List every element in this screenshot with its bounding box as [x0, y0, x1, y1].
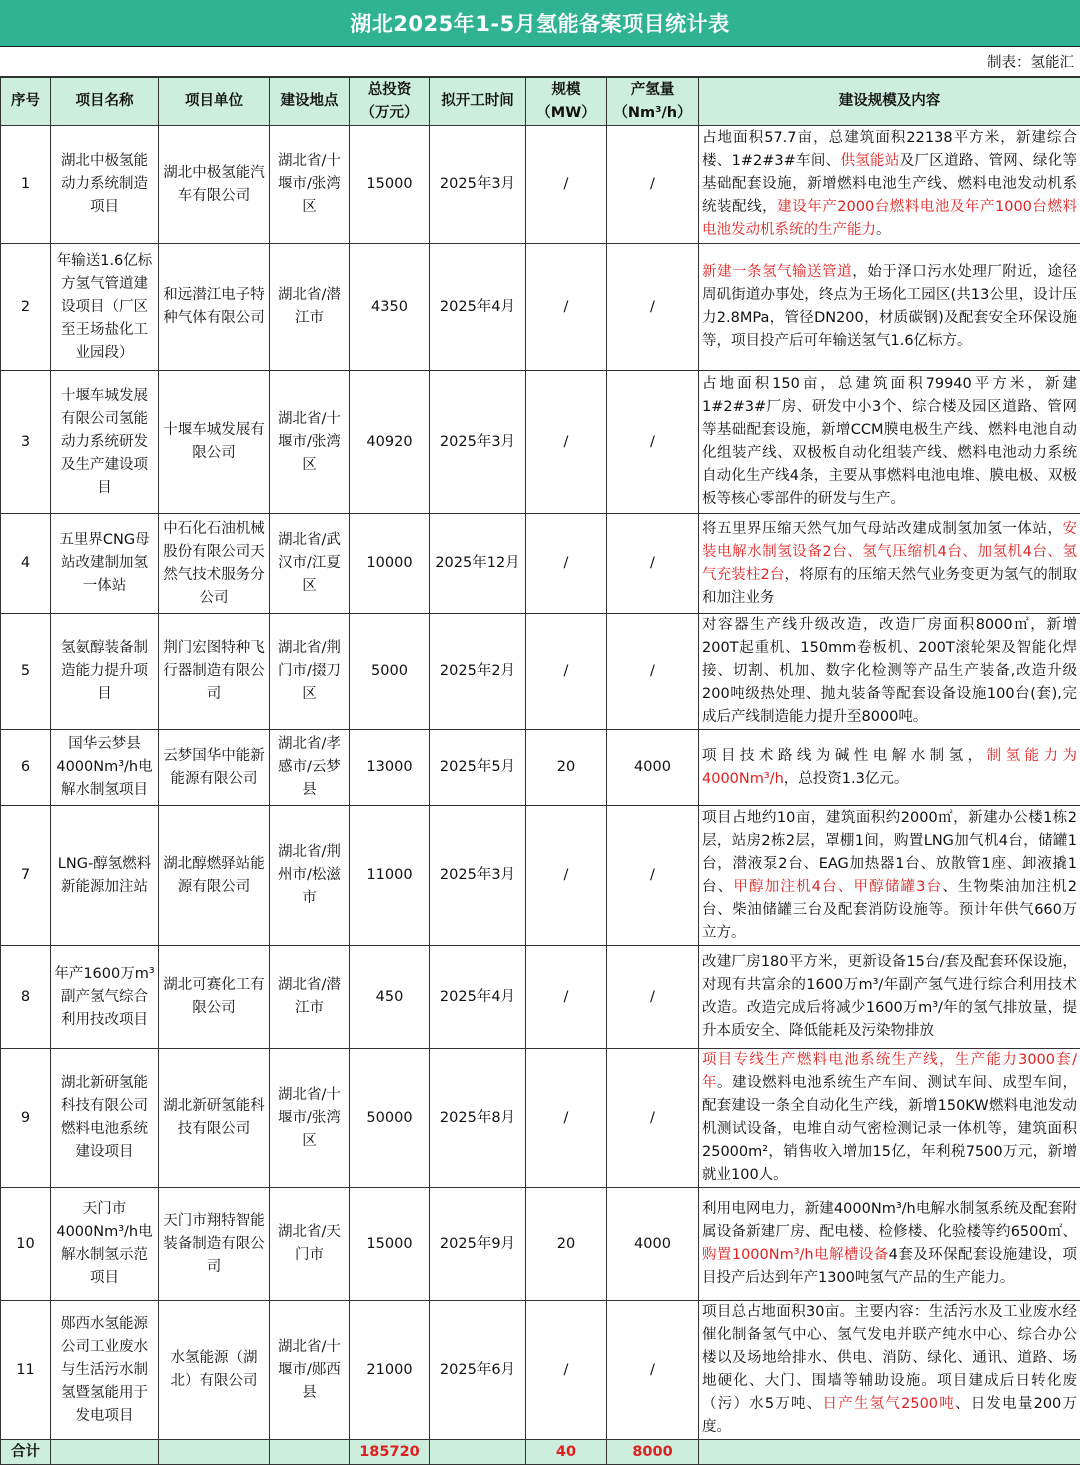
table-row	[1, 1301, 1080, 1440]
row-start-time: 2025年12月	[430, 514, 526, 614]
row-project-name: 天门市4000Nm³/h电解水制氢示范项目	[51, 1188, 159, 1301]
row-seq: 4	[1, 514, 51, 614]
row-start-time: 2025年2月	[430, 614, 526, 730]
row-seq: 7	[1, 806, 51, 946]
content-highlight: 供氢能站	[840, 153, 900, 169]
table-header-row	[1, 78, 1080, 126]
row-project-name: 年产1600万m³副产氢气综合利用技改项目	[51, 946, 159, 1049]
row-investment: 13000	[350, 730, 430, 806]
row-project-name: 氢氨醇装备制造能力提升项目	[51, 614, 159, 730]
table-row	[1, 730, 1080, 806]
content-highlight: 购置1000Nm³/h电解槽设备	[702, 1247, 889, 1263]
row-location: 湖北省/荆州市/松滋市	[270, 806, 350, 946]
table-body	[1, 126, 1080, 1440]
total-label: 合计	[1, 1440, 51, 1465]
row-hydrogen-output: /	[607, 1301, 699, 1440]
content-highlight: 日产生氢气2500吨	[822, 1396, 955, 1412]
total-hydrogen-output: 8000	[607, 1440, 699, 1465]
row-content	[699, 614, 1080, 730]
row-start-time: 2025年6月	[430, 1301, 526, 1440]
content-text: 、生物柴油加注机2台、柴油储罐三台及配套消防设施等。预计年供气660万立方。	[702, 878, 1077, 941]
row-location: 湖北省/潜江市	[270, 244, 350, 371]
row-project-name: 郧西水氢能源公司工业废水与生活污水制氢暨氢能用于发电项目	[51, 1301, 159, 1440]
col-content: 建设规模及内容	[699, 78, 1080, 126]
row-hydrogen-output: /	[607, 614, 699, 730]
content-text: 、日发电量200万度。	[702, 1396, 1077, 1435]
col-scale: 规模 （MW）	[526, 78, 607, 126]
row-start-time: 2025年3月	[430, 126, 526, 244]
col-start-time: 拟开工时间	[430, 78, 526, 126]
content-text: 。建设燃料电池系统生产车间、测试车间、成型车间，配套建设一条全自动化生产线，新增150KW燃料电池发动机测试设备，电堆自动气密检测记录一体机等，建筑面积25000m²，销售收入增加15亿，年利税7500万元，新增就业100人。	[702, 1075, 1078, 1183]
content-highlight: 安装电解水制氢设备2台、氢气压缩机4台、加氢机4台、氢气充装柱2台	[702, 520, 1077, 583]
table-row	[1, 1188, 1080, 1301]
row-scale: 20	[526, 1188, 607, 1301]
row-hydrogen-output: /	[607, 244, 699, 371]
content-highlight: 制氢能力为4000Nm³/h	[702, 747, 1078, 787]
table-row	[1, 806, 1080, 946]
row-location: 湖北省/武汉市/江夏区	[270, 514, 350, 614]
table-row	[1, 126, 1080, 244]
row-hydrogen-output: 4000	[607, 1188, 699, 1301]
table-row	[1, 614, 1080, 730]
row-content	[699, 514, 1080, 614]
row-content	[699, 730, 1080, 806]
content-text: 改建厂房180平方米，更新设备15台/套及配套环保设施，对现有共富余的1600万m³/年副产氢气进行综合利用技术改造。改造完成后将减少1600万m³/年的氢气排放量，提升本质安全、降低能耗及污染物排放	[702, 954, 1077, 1039]
total-investment: 185720	[350, 1440, 430, 1465]
content-text: 对容器生产线升级改造，改造厂房面积8000㎡，新增200T起重机、150mm卷板机、200T滚轮架及智能化焊接、切割、机加、数字化检测等产品生产装备,改造升级200吨级热处理、抛丸装备等配套设备设施100台(套),完成后产线制造能力提升至8000吨。	[702, 617, 1077, 725]
row-seq: 9	[1, 1049, 51, 1188]
content-text: 。	[876, 222, 891, 238]
row-content	[699, 126, 1080, 244]
col-name: 项目名称	[51, 78, 159, 126]
row-hydrogen-output: /	[607, 126, 699, 244]
row-hydrogen-output: /	[607, 371, 699, 514]
row-hydrogen-output: /	[607, 806, 699, 946]
row-location: 湖北省/十堰市/张湾区	[270, 371, 350, 514]
row-project-unit: 湖北醇燃驿站能源有限公司	[159, 806, 270, 946]
row-scale: /	[526, 1301, 607, 1440]
row-location: 湖北省/孝感市/云梦县	[270, 730, 350, 806]
row-scale: /	[526, 806, 607, 946]
table-row	[1, 514, 1080, 614]
row-scale: 20	[526, 730, 607, 806]
table-row	[1, 1049, 1080, 1188]
row-project-unit: 湖北可赛化工有限公司	[159, 946, 270, 1049]
row-scale: /	[526, 514, 607, 614]
content-text: 利用电网电力，新建4000Nm³/h电解水制氢系统及配套附属设备新建厂房、配电楼、检修楼、化验楼等约6500㎡、	[702, 1201, 1077, 1240]
row-investment: 450	[350, 946, 430, 1049]
col-location: 建设地点	[270, 78, 350, 126]
content-text: ，总投资1.3亿元。	[783, 770, 909, 787]
row-project-unit: 天门市翔特智能装备制造有限公司	[159, 1188, 270, 1301]
row-seq: 3	[1, 371, 51, 514]
row-project-unit: 湖北中极氢能汽车有限公司	[159, 126, 270, 244]
table-row	[1, 371, 1080, 514]
col-unit: 项目单位	[159, 78, 270, 126]
row-hydrogen-output: /	[607, 1049, 699, 1188]
row-scale: /	[526, 371, 607, 514]
content-text: 4套及环保配套设施建设，项目投产后达到年产1300吨氢气产品的生产能力。	[702, 1247, 1077, 1286]
row-seq: 8	[1, 946, 51, 1049]
row-hydrogen-output: 4000	[607, 730, 699, 806]
row-investment: 15000	[350, 126, 430, 244]
row-scale: /	[526, 1049, 607, 1188]
total-scale: 40	[526, 1440, 607, 1465]
row-investment: 40920	[350, 371, 430, 514]
row-location: 湖北省/十堰市/郧西县	[270, 1301, 350, 1440]
row-project-unit: 和远潜江电子特种气体有限公司	[159, 244, 270, 371]
table-row	[1, 244, 1080, 371]
row-start-time: 2025年4月	[430, 244, 526, 371]
row-project-unit: 湖北新研氢能科技有限公司	[159, 1049, 270, 1188]
row-location: 湖北省/潜江市	[270, 946, 350, 1049]
row-project-name: 年输送1.6亿标方氢气管道建设项目（厂区至王场盐化工业园段）	[51, 244, 159, 371]
row-start-time: 2025年4月	[430, 946, 526, 1049]
content-text: 占地面积150亩，总建筑面积79940平方米，新建1#2#3#厂房、研发中小3个、综合楼及园区道路、管网等基础配套设施，新增CCM膜电极生产线、燃料电池自动化组装产线、双极板自动化组装产线、燃料电池动力系统自动化生产线4条，主要从事燃料电池电堆、膜电极、双极板等核心零部件的研发与生产。	[702, 376, 1077, 507]
row-scale: /	[526, 126, 607, 244]
row-seq: 2	[1, 244, 51, 371]
row-project-unit: 中石化石油机械股份有限公司天然气技术服务分公司	[159, 514, 270, 614]
content-text: 项目占地约10亩，建筑面积约2000㎡，新建办公楼1栋2层，站房2栋2层，罩棚1间，购置LNG加气机4台，储罐1台，潜液泵2台、EAG加热器1台、放散管1座、卸液撬1台、	[702, 809, 1077, 895]
row-content	[699, 371, 1080, 514]
row-content	[699, 1188, 1080, 1301]
row-hydrogen-output: /	[607, 514, 699, 614]
content-text: ，始于泽口污水处理厂附近，途径周矶街道办事处，终点为王场化工园区(共13公里，设计压力2.8MPa，管径DN200，材质碳钢)及配套安全环保设施等，项目投产后可年输送氢气1.6亿标方。	[702, 264, 1078, 349]
row-project-name: LNG-醇氢燃料新能源加注站	[51, 806, 159, 946]
row-project-name: 国华云梦县4000Nm³/h电解水制氢项目	[51, 730, 159, 806]
row-start-time: 2025年9月	[430, 1188, 526, 1301]
row-start-time: 2025年3月	[430, 371, 526, 514]
row-start-time: 2025年8月	[430, 1049, 526, 1188]
row-seq: 10	[1, 1188, 51, 1301]
row-project-unit: 水氢能源（湖北）有限公司	[159, 1301, 270, 1440]
row-seq: 1	[1, 126, 51, 244]
row-content	[699, 244, 1080, 371]
content-highlight: 新建一条氢气输送管道	[702, 264, 853, 280]
col-investment: 总投资 （万元）	[350, 78, 430, 126]
row-project-unit: 荆门宏图特种飞行器制造有限公司	[159, 614, 270, 730]
row-scale: /	[526, 244, 607, 371]
row-project-name: 湖北新研氢能科技有限公司燃料电池系统建设项目	[51, 1049, 159, 1188]
row-content	[699, 1301, 1080, 1440]
row-project-unit: 云梦国华中能新能源有限公司	[159, 730, 270, 806]
page-title: 湖北2025年1-5月氢能备案项目统计表	[0, 0, 1080, 47]
row-seq: 11	[1, 1301, 51, 1440]
row-start-time: 2025年5月	[430, 730, 526, 806]
content-text: 占地面积57.7亩，总建筑面积22138平方米，新建综合楼、1#2#3#车间、	[702, 130, 1077, 169]
col-seq: 序号	[1, 78, 51, 126]
row-seq: 5	[1, 614, 51, 730]
row-investment: 15000	[350, 1188, 430, 1301]
row-seq: 6	[1, 730, 51, 806]
row-project-name: 五里界CNG母站改建制加氢一体站	[51, 514, 159, 614]
row-investment: 5000	[350, 614, 430, 730]
content-text: 及厂区道路、管网、绿化等基础配套设施，新增燃料电池生产线、燃料电池发动机系统装配线，	[702, 153, 1078, 215]
row-content	[699, 946, 1080, 1049]
row-location: 湖北省/十堰市/张湾区	[270, 126, 350, 244]
content-highlight: 项目专线生产燃料电池系统生产线，生产能力3000套/年	[702, 1052, 1077, 1091]
row-investment: 21000	[350, 1301, 430, 1440]
content-highlight: 甲醇加注机4台、甲醇储罐3台	[733, 878, 943, 895]
row-location: 湖北省/十堰市/张湾区	[270, 1049, 350, 1188]
row-project-name: 十堰车城发展有限公司氢能动力系统研发及生产建设项目	[51, 371, 159, 514]
content-text: 将五里界压缩天然气加气母站改建成制氢加氢一体站，	[702, 520, 1063, 537]
row-location: 湖北省/天门市	[270, 1188, 350, 1301]
project-table	[0, 77, 1080, 1465]
row-hydrogen-output: /	[607, 946, 699, 1049]
row-scale: /	[526, 614, 607, 730]
content-text: 项目技术路线为碱性电解水制氢，	[702, 747, 987, 764]
row-location: 湖北省/荆门市/掇刀区	[270, 614, 350, 730]
content-highlight: 建设年产2000台燃料电池及年产1000台燃料电池发动机系统的生产能力	[702, 199, 1077, 238]
row-content	[699, 1049, 1080, 1188]
table-row	[1, 946, 1080, 1049]
row-project-unit: 十堰车城发展有限公司	[159, 371, 270, 514]
table-maker-credit: 制表：氢能汇	[0, 47, 1080, 77]
row-investment: 50000	[350, 1049, 430, 1188]
row-scale: /	[526, 946, 607, 1049]
row-project-name: 湖北中极氢能动力系统制造项目	[51, 126, 159, 244]
row-start-time: 2025年3月	[430, 806, 526, 946]
row-content	[699, 806, 1080, 946]
total-row	[1, 1440, 1080, 1465]
row-investment: 4350	[350, 244, 430, 371]
col-hydrogen-output: 产氢量 （Nm³/h）	[607, 78, 699, 126]
content-text: 项目总占地面积30亩。主要内容：生活污水及工业废水经催化制备氢气中心、氢气发电并联产纯水中心、综合办公楼以及场地给排水、供电、消防、绿化、通讯、道路、场地硬化、大门、围墙等辅助设施。项目建成后日转化废（污）水5万吨、	[702, 1304, 1077, 1412]
row-investment: 10000	[350, 514, 430, 614]
row-investment: 11000	[350, 806, 430, 946]
content-text: ，将原有的压缩天然气业务变更为氢气的制取和加注业务	[702, 566, 1077, 606]
